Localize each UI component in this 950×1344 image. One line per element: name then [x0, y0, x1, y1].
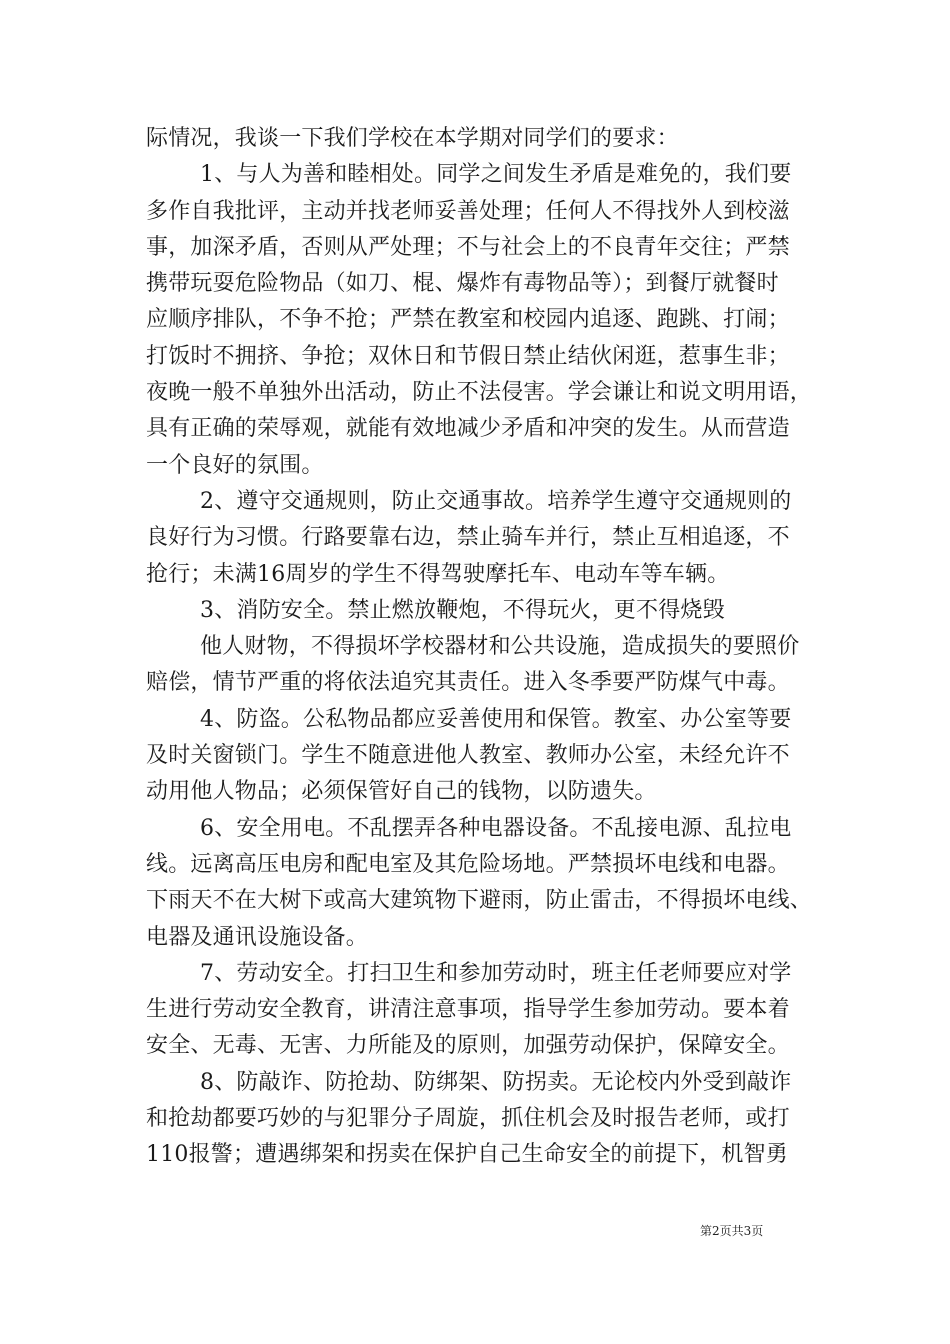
text-line: 抢行；未满16周岁的学生不得驾驶摩托车、电动车等车辆。 — [146, 561, 730, 587]
page-number-footer: 第2页共3页 — [700, 1224, 764, 1238]
text-line: 4、防盗。公私物品都应妥善使用和保管。教室、办公室等要 — [200, 706, 792, 732]
text-line: 生进行劳动安全教育，讲清注意事项，指导学生参加劳动。要本着 — [146, 997, 790, 1023]
text-line: 6、安全用电。不乱摆弄各种电器设备。不乱接电源、乱拉电 — [200, 815, 792, 841]
text-line: 应顺序排队，不争不抢；严禁在教室和校园内追逐、跑跳、打闹； — [146, 307, 790, 333]
text-line: 赔偿，情节严重的将依法追究其责任。进入冬季要严防煤气中毒。 — [146, 670, 790, 696]
text-line: 下雨天不在大树下或高大建筑物下避雨，防止雷击，不得损坏电线、 — [146, 888, 813, 914]
text-line: 携带玩耍危险物品（如刀、棍、爆炸有毒物品等）；到餐厅就餐时 — [146, 271, 779, 297]
text-line: 安全、无毒、无害、力所能及的原则，加强劳动保护，保障安全。 — [146, 1033, 790, 1059]
text-line: 1、与人为善和睦相处。同学之间发生矛盾是难免的，我们要 — [200, 162, 792, 188]
text-line: 良好行为习惯。行路要靠右边，禁止骑车并行，禁止互相追逐，不 — [146, 525, 790, 551]
text-line: 7、劳动安全。打扫卫生和参加劳动时，班主任老师要应对学 — [200, 960, 792, 986]
text-line: 线。远离高压电房和配电室及其危险场地。严禁损坏电线和电器。 — [146, 851, 790, 877]
text-line: 3、消防安全。禁止燃放鞭炮，不得玩火，更不得烧毁 — [200, 597, 725, 623]
text-line: 和抢劫都要巧妙的与犯罪分子周旋，抓住机会及时报告老师，或打 — [146, 1106, 790, 1132]
document-body — [146, 121, 822, 1174]
text-line: 110报警；遭遇绑架和拐卖在保护自己生命安全的前提下，机智勇 — [146, 1142, 788, 1168]
text-line: 际情况，我谈一下我们学校在本学期对同学们的要求： — [146, 126, 679, 151]
text-line: 多作自我批评，主动并找老师妥善处理；任何人不得找外人到校滋 — [146, 198, 790, 224]
text-line: 夜晚一般不单独外出活动，防止不法侵害。学会谦让和说文明用语， — [146, 380, 813, 406]
text-line: 他人财物，不得损坏学校器材和公共设施，造成损失的要照价 — [200, 634, 800, 660]
text-line: 动用他人物品；必须保管好自己的钱物，以防遗失。 — [146, 779, 657, 805]
text-line: 一个良好的氛围。 — [146, 452, 324, 478]
text-line: 2、遵守交通规则，防止交通事故。培养学生遵守交通规则的 — [200, 488, 792, 514]
text-line: 8、防敲诈、防抢劫、防绑架、防拐卖。无论校内外受到敲诈 — [200, 1069, 792, 1095]
text-line: 具有正确的荣辱观，就能有效地减少矛盾和冲突的发生。从而营造 — [146, 416, 790, 442]
text-line: 事，加深矛盾，否则从严处理；不与社会上的不良青年交往；严禁 — [146, 234, 790, 260]
text-line: 及时关窗锁门。学生不随意进他人教室、教师办公室，未经允许不 — [146, 743, 790, 769]
text-line: 打饭时不拥挤、争抢；双休日和节假日禁止结伙闲逛，惹事生非； — [146, 343, 790, 369]
text-line: 电器及通讯设施设备。 — [146, 924, 369, 950]
